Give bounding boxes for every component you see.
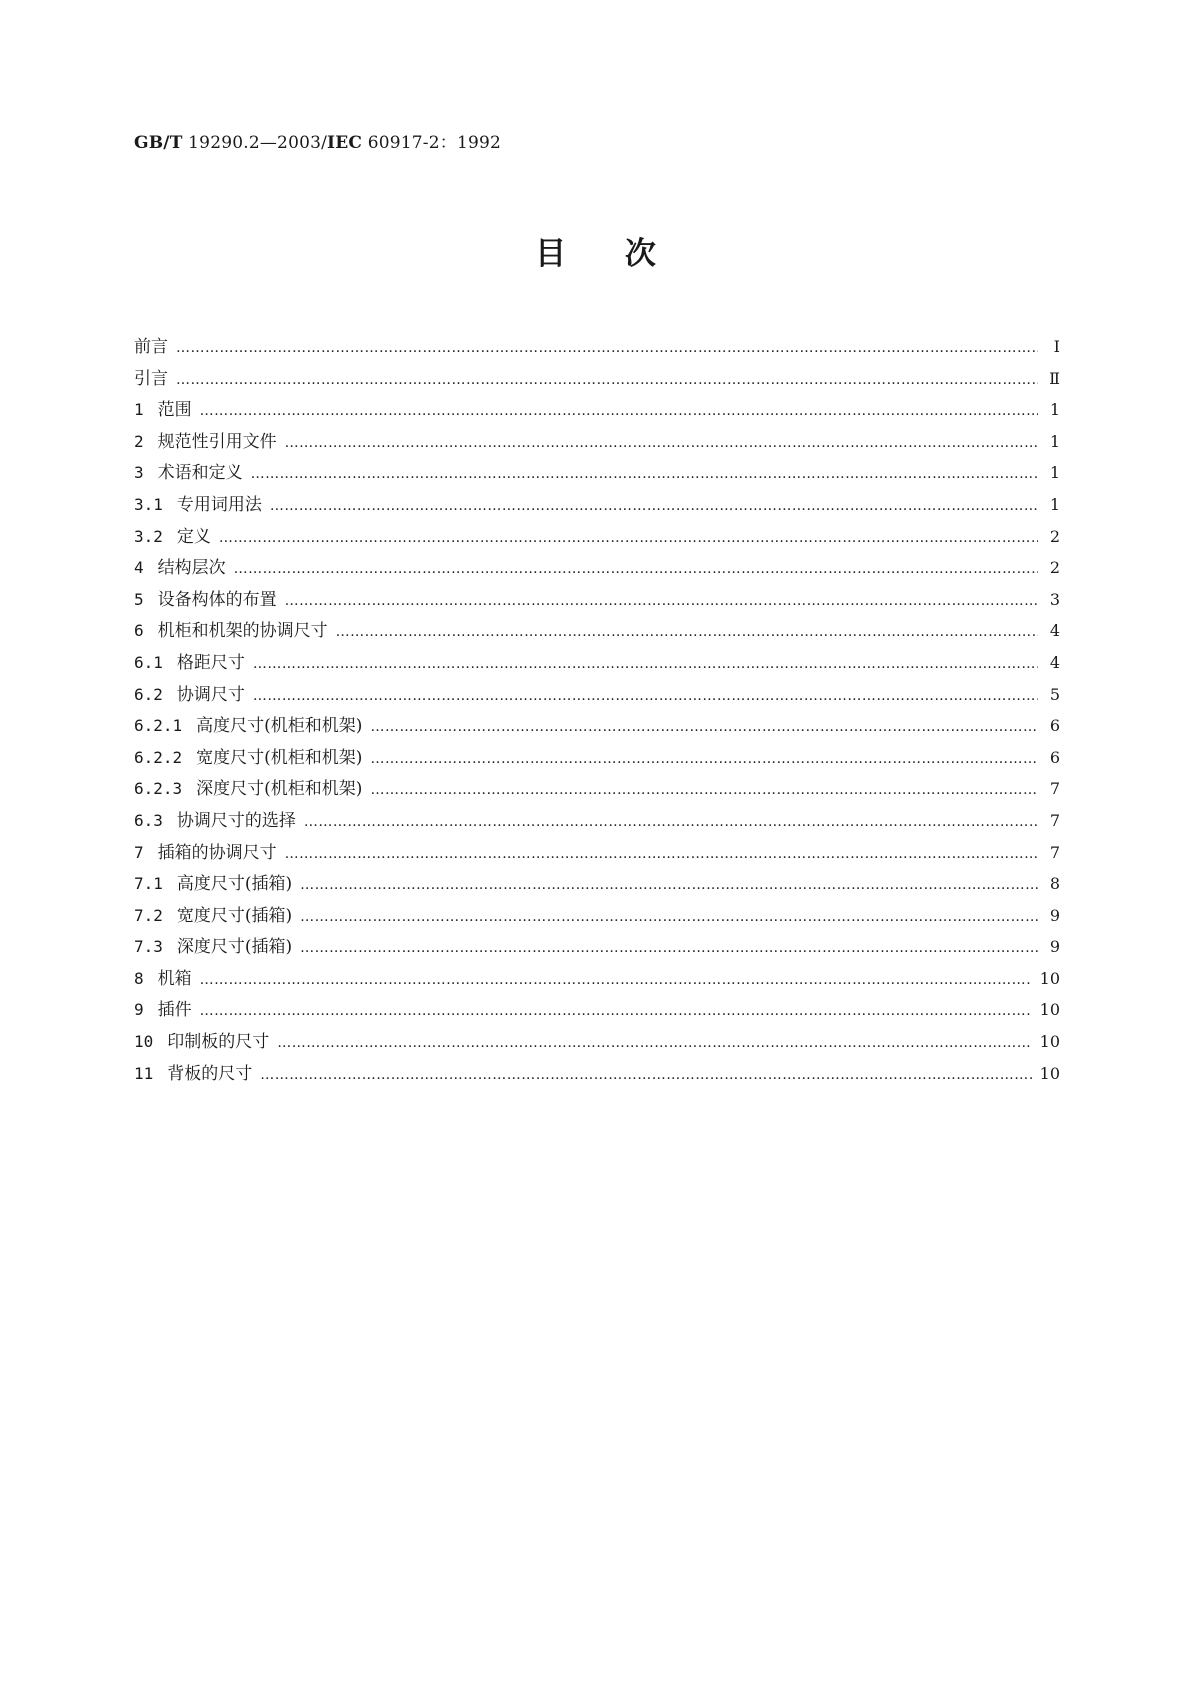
toc-entry[interactable] xyxy=(134,838,1060,870)
toc-entry-number: 6.2.1 xyxy=(134,716,183,736)
toc-entry-number: 7.1 xyxy=(134,874,163,894)
toc-entry-page: 3 xyxy=(1049,589,1060,609)
toc-entry-page: Ⅰ xyxy=(1053,337,1060,356)
toc-entry-text: 深度尺寸(插箱) xyxy=(176,937,293,958)
toc-entry-page: 1 xyxy=(1049,494,1060,514)
toc-leader-dots xyxy=(219,530,1038,546)
toc-entry-text: 结构层次 xyxy=(157,558,226,579)
toc-leader-dots xyxy=(253,656,1038,672)
toc-entry-label xyxy=(134,458,243,483)
toc-entry-number: 9 xyxy=(134,1000,144,1020)
toc-leader-dots xyxy=(285,593,1038,609)
toc-leader-dots xyxy=(300,909,1038,925)
toc-entry-text: 宽度尺寸(机柜和机架) xyxy=(196,747,363,768)
toc-entry-page: 1 xyxy=(1049,431,1060,451)
toc-leader-dots xyxy=(200,1003,1032,1019)
toc-entry[interactable] xyxy=(134,522,1060,554)
toc-entry-label xyxy=(134,680,245,705)
toc-leader-dots xyxy=(370,751,1038,767)
toc-entry-text: 规范性引用文件 xyxy=(157,431,277,452)
toc-entry-text: 格距尺寸 xyxy=(176,652,245,673)
toc-leader-dots xyxy=(200,972,1032,988)
toc-entry-number: 2 xyxy=(134,431,144,451)
toc-entry-text: 引言 xyxy=(134,368,168,389)
toc-entry-number: 10 xyxy=(134,1032,154,1052)
toc-entry-text: 背板的尺寸 xyxy=(167,1063,253,1084)
toc-entry-text: 插箱的协调尺寸 xyxy=(157,842,277,863)
toc-entry-page: 6 xyxy=(1049,716,1060,736)
toc-leader-dots xyxy=(200,403,1038,419)
toc-entry-page: 7 xyxy=(1049,810,1060,830)
toc-entry-text: 协调尺寸 xyxy=(176,684,245,705)
toc-entry-page: 2 xyxy=(1049,558,1060,578)
toc-entry-page: 5 xyxy=(1049,684,1060,704)
toc-entry-label xyxy=(134,332,168,357)
toc-entry-label xyxy=(134,743,362,768)
toc-entry[interactable] xyxy=(134,932,1060,964)
toc-entry-text: 机柜和机架的协调尺寸 xyxy=(157,621,328,642)
toc-entry-page: 2 xyxy=(1049,526,1060,546)
toc-entry-text: 印制板的尺寸 xyxy=(167,1032,270,1053)
toc-entry[interactable] xyxy=(134,1027,1060,1059)
toc-entry[interactable] xyxy=(134,427,1060,459)
toc-entry-text: 术语和定义 xyxy=(157,463,243,484)
toc-entry-text: 宽度尺寸(插箱) xyxy=(176,905,293,926)
toc-entry-page: 4 xyxy=(1049,621,1060,641)
toc-entry[interactable] xyxy=(134,585,1060,617)
toc-entry-number: 3.1 xyxy=(134,494,163,514)
toc-entry-label xyxy=(134,838,277,863)
toc-entry-text: 插件 xyxy=(157,1000,192,1021)
toc-leader-dots xyxy=(277,1035,1031,1051)
toc-entry-number: 3 xyxy=(134,463,144,483)
toc-entry-page: 7 xyxy=(1049,842,1060,862)
toc-entry-number: 6 xyxy=(134,621,144,641)
toc-entry-label xyxy=(134,964,192,989)
toc-entry[interactable] xyxy=(134,711,1060,743)
toc-leader-dots xyxy=(253,688,1038,704)
toc-leader-dots xyxy=(251,466,1038,482)
toc-entry[interactable] xyxy=(134,490,1060,522)
toc-leader-dots xyxy=(270,498,1038,514)
toc-entry[interactable] xyxy=(134,806,1060,838)
toc-entry[interactable] xyxy=(134,680,1060,712)
iec-number: 60917-2：1992 xyxy=(367,133,502,153)
toc-entry-text: 专用词用法 xyxy=(176,494,262,515)
toc-entry-page: 1 xyxy=(1049,400,1060,420)
toc-entry[interactable] xyxy=(134,332,1060,364)
toc-leader-dots xyxy=(370,719,1038,735)
toc-entry-page: 9 xyxy=(1049,905,1060,925)
toc-entry-page: 7 xyxy=(1049,779,1060,799)
toc-leader-dots xyxy=(234,561,1038,577)
toc-entry[interactable] xyxy=(134,616,1060,648)
toc-entry-text: 深度尺寸(机柜和机架) xyxy=(196,779,363,800)
toc-leader-dots xyxy=(285,846,1038,862)
toc-entry-text: 高度尺寸(插箱) xyxy=(176,874,293,895)
toc-entry-label xyxy=(134,901,292,926)
toc-entry-number: 7.2 xyxy=(134,905,163,925)
toc-entry-label xyxy=(134,585,277,610)
toc-entry-label xyxy=(134,774,362,799)
toc-entry-text: 定义 xyxy=(176,526,211,547)
toc-entry-label xyxy=(134,364,168,389)
toc-entry[interactable] xyxy=(134,995,1060,1027)
toc-entry-label xyxy=(134,995,192,1020)
toc-entry[interactable] xyxy=(134,869,1060,901)
iec-code: IEC xyxy=(327,133,363,153)
toc-leader-dots xyxy=(300,877,1038,893)
toc-entry-number: 1 xyxy=(134,400,144,420)
toc-leader-dots xyxy=(304,814,1038,830)
toc-entry[interactable] xyxy=(134,648,1060,680)
toc-leader-dots xyxy=(370,782,1038,798)
toc-entry-page: 6 xyxy=(1049,747,1060,767)
toc-entry-label xyxy=(134,395,192,420)
toc-entry-page: Ⅱ xyxy=(1049,368,1060,388)
toc-entry-page: 10 xyxy=(1039,968,1060,988)
standard-number: 19290.2—2003/ xyxy=(188,133,328,153)
toc-entry-page: 10 xyxy=(1039,1032,1060,1052)
toc-entry-number: 3.2 xyxy=(134,526,163,546)
toc-leader-dots xyxy=(285,435,1038,451)
toc-entry[interactable] xyxy=(134,743,1060,775)
toc-entry-text: 机箱 xyxy=(157,968,192,989)
toc-entry-number: 8 xyxy=(134,968,144,988)
table-of-contents xyxy=(134,332,1060,1090)
toc-entry-text: 前言 xyxy=(134,337,168,357)
toc-entry[interactable] xyxy=(134,458,1060,490)
toc-entry-number: 11 xyxy=(134,1063,154,1083)
toc-entry-number: 6.1 xyxy=(134,652,163,672)
toc-entry[interactable] xyxy=(134,774,1060,806)
standard-code: GB/T xyxy=(134,133,183,153)
toc-entry-number: 4 xyxy=(134,558,144,578)
toc-entry-label xyxy=(134,616,328,641)
toc-entry-label xyxy=(134,427,277,452)
toc-entry-label xyxy=(134,553,226,578)
toc-entry-text: 设备构体的布置 xyxy=(157,589,277,610)
toc-entry-page: 10 xyxy=(1039,1063,1060,1083)
toc-entry[interactable] xyxy=(134,395,1060,427)
toc-entry-label xyxy=(134,522,211,547)
toc-entry-page: 9 xyxy=(1049,937,1060,957)
toc-entry-number: 7.3 xyxy=(134,937,163,957)
toc-entry-page: 1 xyxy=(1049,463,1060,483)
toc-entry[interactable] xyxy=(134,1059,1060,1091)
toc-entry[interactable] xyxy=(134,964,1060,996)
toc-leader-dots xyxy=(300,940,1038,956)
toc-entry-label xyxy=(134,932,292,957)
toc-entry[interactable] xyxy=(134,553,1060,585)
toc-entry-number: 7 xyxy=(134,842,144,862)
page-title: 目 次 xyxy=(535,236,656,272)
toc-entry-page: 4 xyxy=(1049,652,1060,672)
toc-entry-page: 8 xyxy=(1049,874,1060,894)
document-header xyxy=(134,128,501,153)
toc-entry-label xyxy=(134,648,245,673)
toc-leader-dots xyxy=(260,1067,1031,1083)
toc-entry[interactable] xyxy=(134,364,1060,396)
toc-entry-number: 6.3 xyxy=(134,810,163,830)
toc-entry-page: 10 xyxy=(1039,1000,1060,1020)
toc-leader-dots xyxy=(176,372,1038,388)
toc-leader-dots xyxy=(336,624,1038,640)
toc-entry-label xyxy=(134,869,292,894)
toc-leader-dots xyxy=(176,340,1038,356)
toc-entry-text: 协调尺寸的选择 xyxy=(176,810,296,831)
toc-entry-text: 范围 xyxy=(157,400,192,421)
toc-entry-label xyxy=(134,711,362,736)
toc-entry-label xyxy=(134,1059,252,1084)
toc-entry-label xyxy=(134,806,296,831)
toc-entry-label xyxy=(134,1027,269,1052)
toc-entry-number: 6.2 xyxy=(134,684,163,704)
toc-entry-label xyxy=(134,490,262,515)
toc-entry-text: 高度尺寸(机柜和机架) xyxy=(196,716,363,737)
toc-entry-number: 5 xyxy=(134,589,144,609)
toc-entry-number: 6.2.3 xyxy=(134,779,183,799)
toc-entry[interactable] xyxy=(134,901,1060,933)
toc-entry-number: 6.2.2 xyxy=(134,747,183,767)
